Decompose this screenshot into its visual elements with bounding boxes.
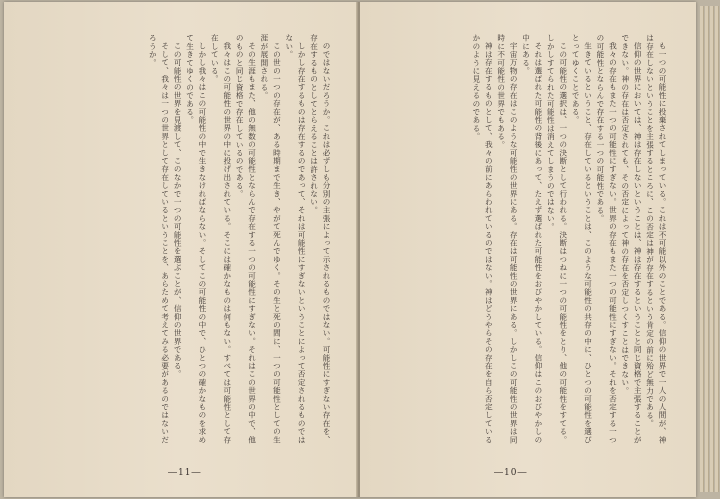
paragraph: そして、我々は一つの世界として存在しているということを、あらためて考えてみる必要があるのではないだろうか。: [148, 34, 170, 444]
page-edge: [715, 6, 719, 492]
left-page-text: [44, 34, 332, 446]
paragraph: しかし存在するものは存在するのであって、それは可能性にすぎないということによって否定されるものではない。: [284, 34, 307, 444]
paragraph: 信仰の世界においては、神は存在しないということは、神は存在するということと同じ資格で主張することができない。神の存在は否定されても、その否定によって神の存在を否定しつくすことはできない。: [620, 34, 643, 444]
page-number-left: ―11―: [168, 468, 202, 478]
page-number-right: ―10―: [494, 468, 528, 478]
paragraph: しかし我々はこの可能性の中で生きなければならない。そしてこの可能性の中で、ひとつの確かなものを求めて生きてゆくのである。: [185, 34, 207, 444]
paragraph: この可能性の選択は、一つの決断として行われる。決断はつねに一つの可能性をとり、他の可能性をすてる。しかしすてられた可能性は消えてしまうのではない。: [546, 34, 568, 444]
paragraph: 神は存在するものとして、我々の前にあらわれているのではない。神はどうやらその存在を自ら否定しているかのように見えるのである。: [471, 34, 494, 444]
paragraph: それは選ばれた可能性の背後にあって、たえず選ばれた可能性をおびやかしている。信仰はこのおびやかしの中にある。: [521, 34, 543, 444]
paragraph: も一つの可能性に投棄されてしまっている。これは不可能以外のことである。信仰の世界で一人の人間が、神は存在しないということを主張するところに、この否定は神が存在するという肯定の前に殆ど無力である。: [645, 34, 667, 444]
paragraph: 我々の存在もまた一つの可能性にすぎない。世界の存在もまた一つの可能性にすぎない。それを否定する一つの可能性とならんで存在する一つの可能性である。: [595, 34, 618, 444]
page-edge: [700, 6, 704, 492]
paragraph: のではないだろうか。これは必ずしも分別の主張によって示されるものではない。可能性にすぎない存在を、存在するものとしてとらえることは許されない。: [309, 34, 331, 444]
paragraph: 我々はこの可能性の世界の中に投げ出されている。そこには確かなものは何もない。すべては可能性として存在している。: [210, 34, 232, 444]
page-edge: [710, 6, 714, 492]
page-edge: [705, 6, 709, 492]
paragraph: この可能性の世界を見渡して、このなかで一つの可能性を選ぶことが、信仰の世界である。: [173, 41, 183, 378]
paragraph: 生きているということ、存在しているということは、このような可能性の共存の中に、ひとつの可能性を選びとってゆくことである。: [571, 34, 593, 444]
right-page-text: [368, 34, 668, 446]
paragraph: その生涯もまた、他の無数の可能性とならんで存在する一つの可能性にすぎない。それはこの世界の中で、他のものと同じ資格で存在しているのである。: [235, 34, 257, 444]
paragraph: この世の一つの存在が、ある時期まで生き、やがて死んでゆく。その生と死の間に、一つの可能性としての生涯が展開される。: [259, 34, 282, 444]
paragraph: 宇宙万物の存在はこのような可能性の世界にある。存在は可能性の世界にある。しかしこの可能性の世界は同時に不可能性の世界でもある。: [496, 34, 519, 444]
